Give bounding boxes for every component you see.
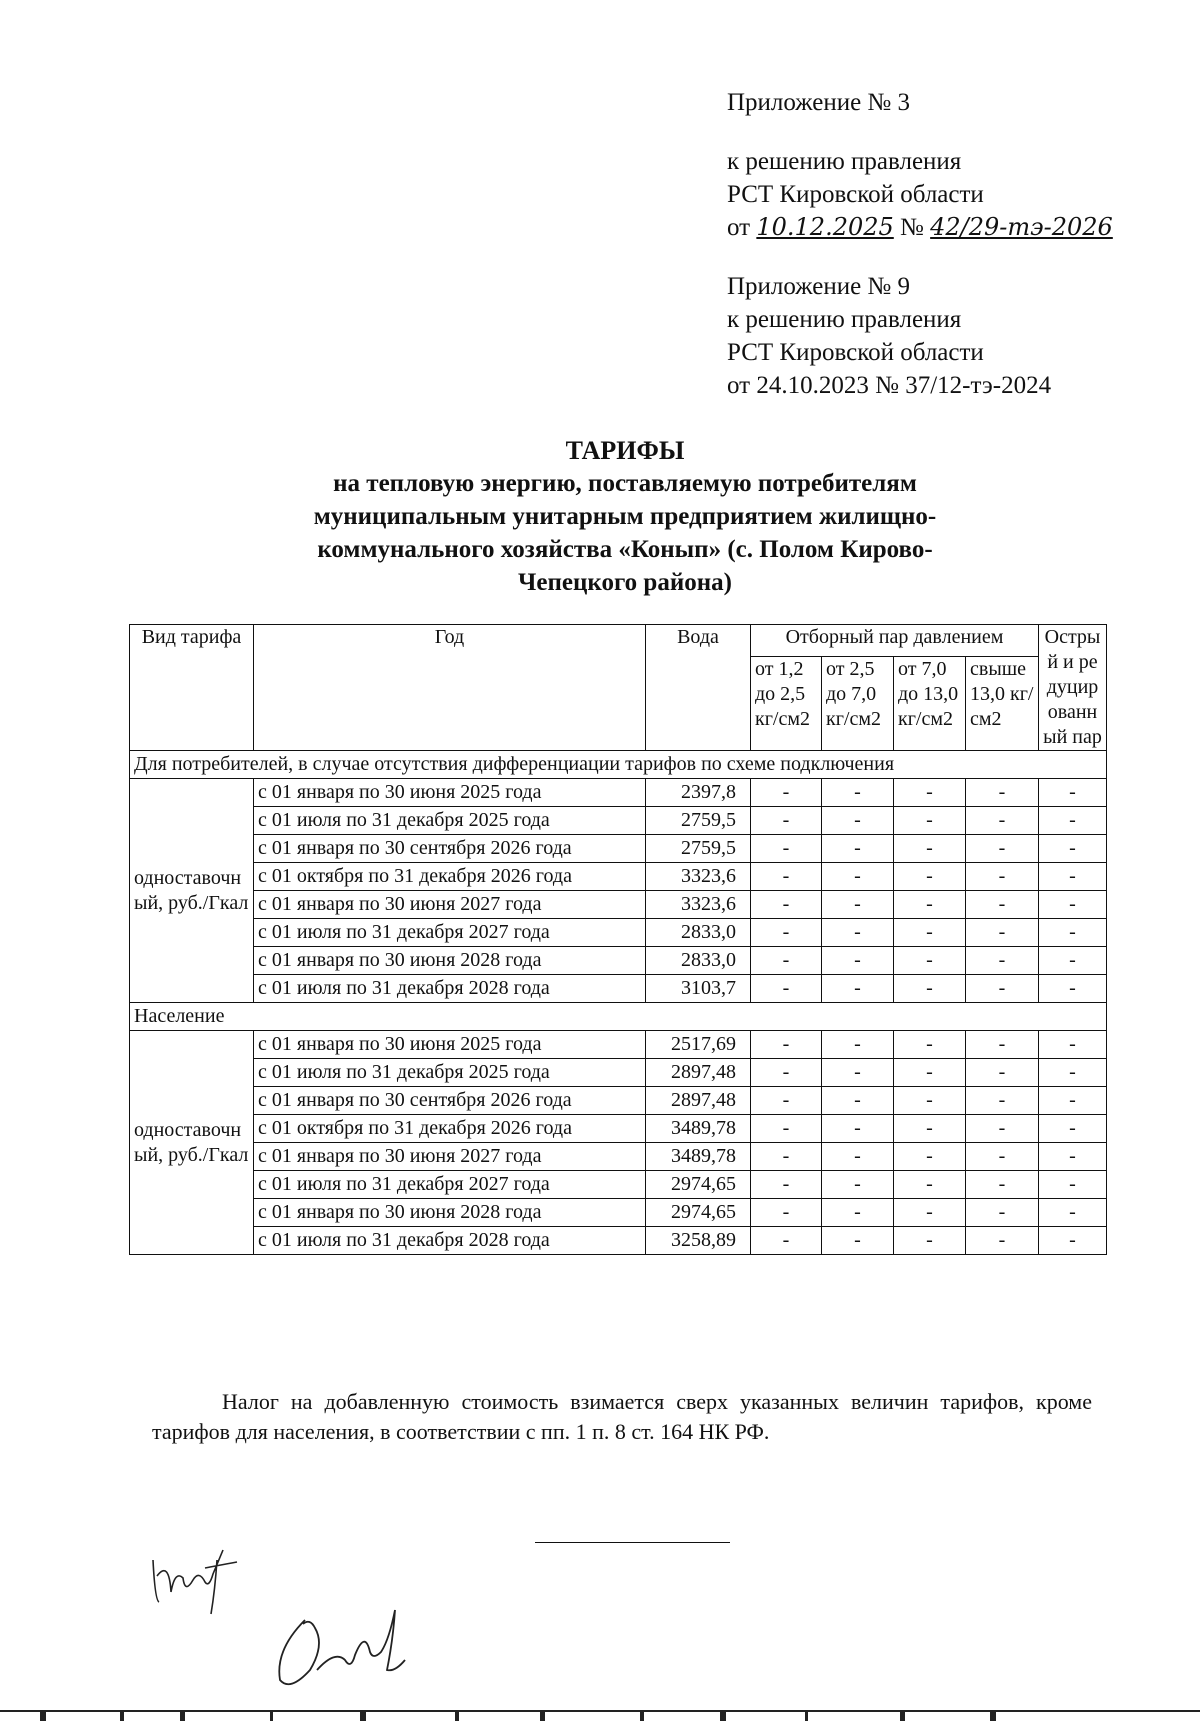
- steam-value-cell: -: [1039, 779, 1107, 807]
- tariff-type-cell: одноставочный, руб./Гкал: [130, 779, 254, 1003]
- steam-value-cell: -: [751, 1171, 822, 1199]
- water-value-cell: 2974,65: [646, 1171, 751, 1199]
- steam-value-cell: -: [1039, 1227, 1107, 1255]
- period-cell: с 01 января по 30 июня 2028 года: [254, 1199, 646, 1227]
- steam-value-cell: -: [822, 807, 894, 835]
- period-cell: с 01 января по 30 июня 2025 года: [254, 1031, 646, 1059]
- steam-value-cell: -: [894, 1115, 966, 1143]
- table-row: [130, 1199, 1107, 1227]
- table-row: [130, 1059, 1107, 1087]
- separator-line: [535, 1542, 730, 1543]
- appendix-9-label: Приложение № 9: [727, 273, 911, 300]
- steam-value-cell: -: [822, 919, 894, 947]
- steam-value-cell: -: [966, 975, 1039, 1003]
- header-row-1: [130, 625, 1107, 657]
- section-label: Население: [130, 1003, 1107, 1031]
- period-cell: с 01 октября по 31 декабря 2026 года: [254, 1115, 646, 1143]
- number-sign: №: [900, 214, 924, 241]
- header-block: [727, 86, 1113, 402]
- col-header-sharp-steam: Острый и редуцированный пар: [1039, 625, 1107, 751]
- water-value-cell: 2759,5: [646, 807, 751, 835]
- steam-value-cell: -: [894, 807, 966, 835]
- steam-value-cell: -: [822, 1227, 894, 1255]
- steam-value-cell: -: [966, 1115, 1039, 1143]
- steam-value-cell: -: [966, 1087, 1039, 1115]
- steam-value-cell: -: [822, 1059, 894, 1087]
- water-value-cell: 3323,6: [646, 891, 751, 919]
- steam-value-cell: -: [966, 1199, 1039, 1227]
- water-value-cell: 3258,89: [646, 1227, 751, 1255]
- title-main: ТАРИФЫ: [565, 436, 685, 465]
- steam-value-cell: -: [751, 1143, 822, 1171]
- table-row: [130, 919, 1107, 947]
- steam-value-cell: -: [1039, 891, 1107, 919]
- steam-value-cell: -: [966, 1143, 1039, 1171]
- table-row: [130, 1031, 1107, 1059]
- handwritten-number: 42/29-тэ-2026: [930, 213, 1113, 241]
- water-value-cell: 2833,0: [646, 919, 751, 947]
- steam-value-cell: -: [1039, 975, 1107, 1003]
- steam-value-cell: -: [894, 835, 966, 863]
- steam-value-cell: -: [1039, 1115, 1107, 1143]
- water-value-cell: 2833,0: [646, 947, 751, 975]
- steam-value-cell: -: [822, 947, 894, 975]
- steam-value-cell: -: [1039, 947, 1107, 975]
- water-value-cell: 3489,78: [646, 1143, 751, 1171]
- col-header-extracted-steam: Отборный пар давлением: [751, 625, 1039, 657]
- steam-value-cell: -: [822, 863, 894, 891]
- steam-value-cell: -: [822, 891, 894, 919]
- period-cell: с 01 октября по 31 декабря 2026 года: [254, 863, 646, 891]
- steam-value-cell: -: [894, 1031, 966, 1059]
- signature-1: [145, 1540, 245, 1620]
- steam-value-cell: -: [1039, 1143, 1107, 1171]
- steam-value-cell: -: [966, 919, 1039, 947]
- scan-bottom-edge: [0, 1710, 1200, 1721]
- steam-value-cell: -: [894, 1227, 966, 1255]
- steam-value-cell: -: [751, 807, 822, 835]
- period-cell: с 01 июля по 31 декабря 2028 года: [254, 975, 646, 1003]
- steam-value-cell: -: [1039, 1031, 1107, 1059]
- steam-value-cell: -: [751, 779, 822, 807]
- period-cell: с 01 июля по 31 декабря 2027 года: [254, 1171, 646, 1199]
- table-row: [130, 1227, 1107, 1255]
- steam-value-cell: -: [966, 807, 1039, 835]
- water-value-cell: 3489,78: [646, 1115, 751, 1143]
- steam-value-cell: -: [1039, 1171, 1107, 1199]
- appendix-3-label: Приложение № 3: [727, 89, 911, 116]
- water-value-cell: 2897,48: [646, 1059, 751, 1087]
- steam-value-cell: -: [822, 1115, 894, 1143]
- document-title: [230, 434, 1020, 599]
- steam-value-cell: -: [822, 779, 894, 807]
- title-line-3: коммунального хозяйства «Конып» (с. Полом Кирово-: [317, 536, 933, 563]
- steam-value-cell: -: [822, 975, 894, 1003]
- steam-value-cell: -: [966, 891, 1039, 919]
- steam-value-cell: -: [751, 891, 822, 919]
- steam-value-cell: -: [1039, 835, 1107, 863]
- col-header-pressure-1: от 1,2 до 2,5 кг/см2: [751, 657, 822, 751]
- steam-value-cell: -: [894, 919, 966, 947]
- steam-value-cell: -: [894, 779, 966, 807]
- section-row: [130, 751, 1107, 779]
- steam-value-cell: -: [751, 1199, 822, 1227]
- steam-value-cell: -: [751, 1031, 822, 1059]
- table-row: [130, 779, 1107, 807]
- period-cell: с 01 июля по 31 декабря 2025 года: [254, 807, 646, 835]
- steam-value-cell: -: [966, 1171, 1039, 1199]
- water-value-cell: 2517,69: [646, 1031, 751, 1059]
- steam-value-cell: -: [1039, 863, 1107, 891]
- period-cell: с 01 января по 30 сентября 2026 года: [254, 835, 646, 863]
- steam-value-cell: -: [894, 891, 966, 919]
- steam-value-cell: -: [966, 779, 1039, 807]
- steam-value-cell: -: [894, 1199, 966, 1227]
- reference-line: от 24.10.2023 № 37/12-тэ-2024: [727, 372, 1052, 399]
- title-line-2: муниципальным унитарным предприятием жилищно-: [313, 503, 937, 530]
- table-row: [130, 835, 1107, 863]
- table-row: [130, 947, 1107, 975]
- steam-value-cell: -: [1039, 1059, 1107, 1087]
- table-row: [130, 1087, 1107, 1115]
- tariff-type-cell: одноставочный, руб./Гкал: [130, 1031, 254, 1255]
- steam-value-cell: -: [751, 947, 822, 975]
- table-row: [130, 1115, 1107, 1143]
- col-header-type: Вид тарифа: [130, 625, 254, 751]
- water-value-cell: 2397,8: [646, 779, 751, 807]
- steam-value-cell: -: [1039, 807, 1107, 835]
- steam-value-cell: -: [1039, 1087, 1107, 1115]
- steam-value-cell: -: [894, 1059, 966, 1087]
- col-header-pressure-4: свыше 13,0 кг/см2: [966, 657, 1039, 751]
- signature-2: [255, 1600, 425, 1700]
- period-cell: с 01 января по 30 сентября 2026 года: [254, 1087, 646, 1115]
- date-prefix: от: [727, 214, 751, 241]
- steam-value-cell: -: [966, 1059, 1039, 1087]
- steam-value-cell: -: [822, 1031, 894, 1059]
- tariff-table: [129, 624, 1107, 1255]
- steam-value-cell: -: [751, 1059, 822, 1087]
- steam-value-cell: -: [751, 863, 822, 891]
- period-cell: с 01 января по 30 июня 2027 года: [254, 891, 646, 919]
- title-line-4: Чепецкого района): [518, 569, 732, 596]
- title-line-1: на тепловую энергию, поставляемую потребителям: [333, 470, 917, 497]
- org-line-2: РСТ Кировской области: [727, 339, 984, 366]
- steam-value-cell: -: [1039, 919, 1107, 947]
- water-value-cell: 3323,6: [646, 863, 751, 891]
- table-row: [130, 807, 1107, 835]
- steam-value-cell: -: [751, 975, 822, 1003]
- steam-value-cell: -: [966, 1227, 1039, 1255]
- steam-value-cell: -: [822, 1199, 894, 1227]
- table-row: [130, 891, 1107, 919]
- steam-value-cell: -: [751, 835, 822, 863]
- steam-value-cell: -: [751, 919, 822, 947]
- col-header-pressure-2: от 2,5 до 7,0 кг/см2: [822, 657, 894, 751]
- steam-value-cell: -: [966, 1031, 1039, 1059]
- section-label: Для потребителей, в случае отсутствия дифференциации тарифов по схеме подключения: [130, 751, 1107, 779]
- steam-value-cell: -: [894, 1143, 966, 1171]
- steam-value-cell: -: [894, 1171, 966, 1199]
- steam-value-cell: -: [894, 975, 966, 1003]
- decision-line-2: к решению правления: [727, 306, 962, 333]
- steam-value-cell: -: [822, 1087, 894, 1115]
- water-value-cell: 2974,65: [646, 1199, 751, 1227]
- steam-value-cell: -: [822, 1143, 894, 1171]
- period-cell: с 01 июля по 31 декабря 2028 года: [254, 1227, 646, 1255]
- water-value-cell: 3103,7: [646, 975, 751, 1003]
- handwritten-date: 10.12.2025: [756, 213, 894, 241]
- period-cell: с 01 июля по 31 декабря 2027 года: [254, 919, 646, 947]
- period-cell: с 01 января по 30 июня 2027 года: [254, 1143, 646, 1171]
- decision-date-line: [727, 211, 1113, 244]
- vat-note: Налог на добавленную стоимость взимается сверх указанных величин тарифов, кроме тарифов для населения, в соответствии с пп. 1 п. 8 ст. 164 НК РФ.: [152, 1389, 1092, 1444]
- table-row: [130, 1171, 1107, 1199]
- col-header-year: Год: [254, 625, 646, 751]
- period-cell: с 01 января по 30 июня 2025 года: [254, 779, 646, 807]
- steam-value-cell: -: [894, 1087, 966, 1115]
- steam-value-cell: -: [751, 1115, 822, 1143]
- period-cell: с 01 июля по 31 декабря 2025 года: [254, 1059, 646, 1087]
- table-row: [130, 863, 1107, 891]
- org-line-1: РСТ Кировской области: [727, 181, 984, 208]
- steam-value-cell: -: [751, 1087, 822, 1115]
- steam-value-cell: -: [966, 835, 1039, 863]
- steam-value-cell: -: [751, 1227, 822, 1255]
- table-row: [130, 975, 1107, 1003]
- steam-value-cell: -: [894, 947, 966, 975]
- steam-value-cell: -: [822, 1171, 894, 1199]
- col-header-water: Вода: [646, 625, 751, 751]
- steam-value-cell: -: [966, 947, 1039, 975]
- section-row: [130, 1003, 1107, 1031]
- water-value-cell: 2759,5: [646, 835, 751, 863]
- water-value-cell: 2897,48: [646, 1087, 751, 1115]
- scan-edge-marks: [955, 0, 1105, 6]
- steam-value-cell: -: [822, 835, 894, 863]
- table-row: [130, 1143, 1107, 1171]
- steam-value-cell: -: [966, 863, 1039, 891]
- decision-line-1: к решению правления: [727, 148, 962, 175]
- steam-value-cell: -: [894, 863, 966, 891]
- period-cell: с 01 января по 30 июня 2028 года: [254, 947, 646, 975]
- steam-value-cell: -: [1039, 1199, 1107, 1227]
- col-header-pressure-3: от 7,0 до 13,0 кг/см2: [894, 657, 966, 751]
